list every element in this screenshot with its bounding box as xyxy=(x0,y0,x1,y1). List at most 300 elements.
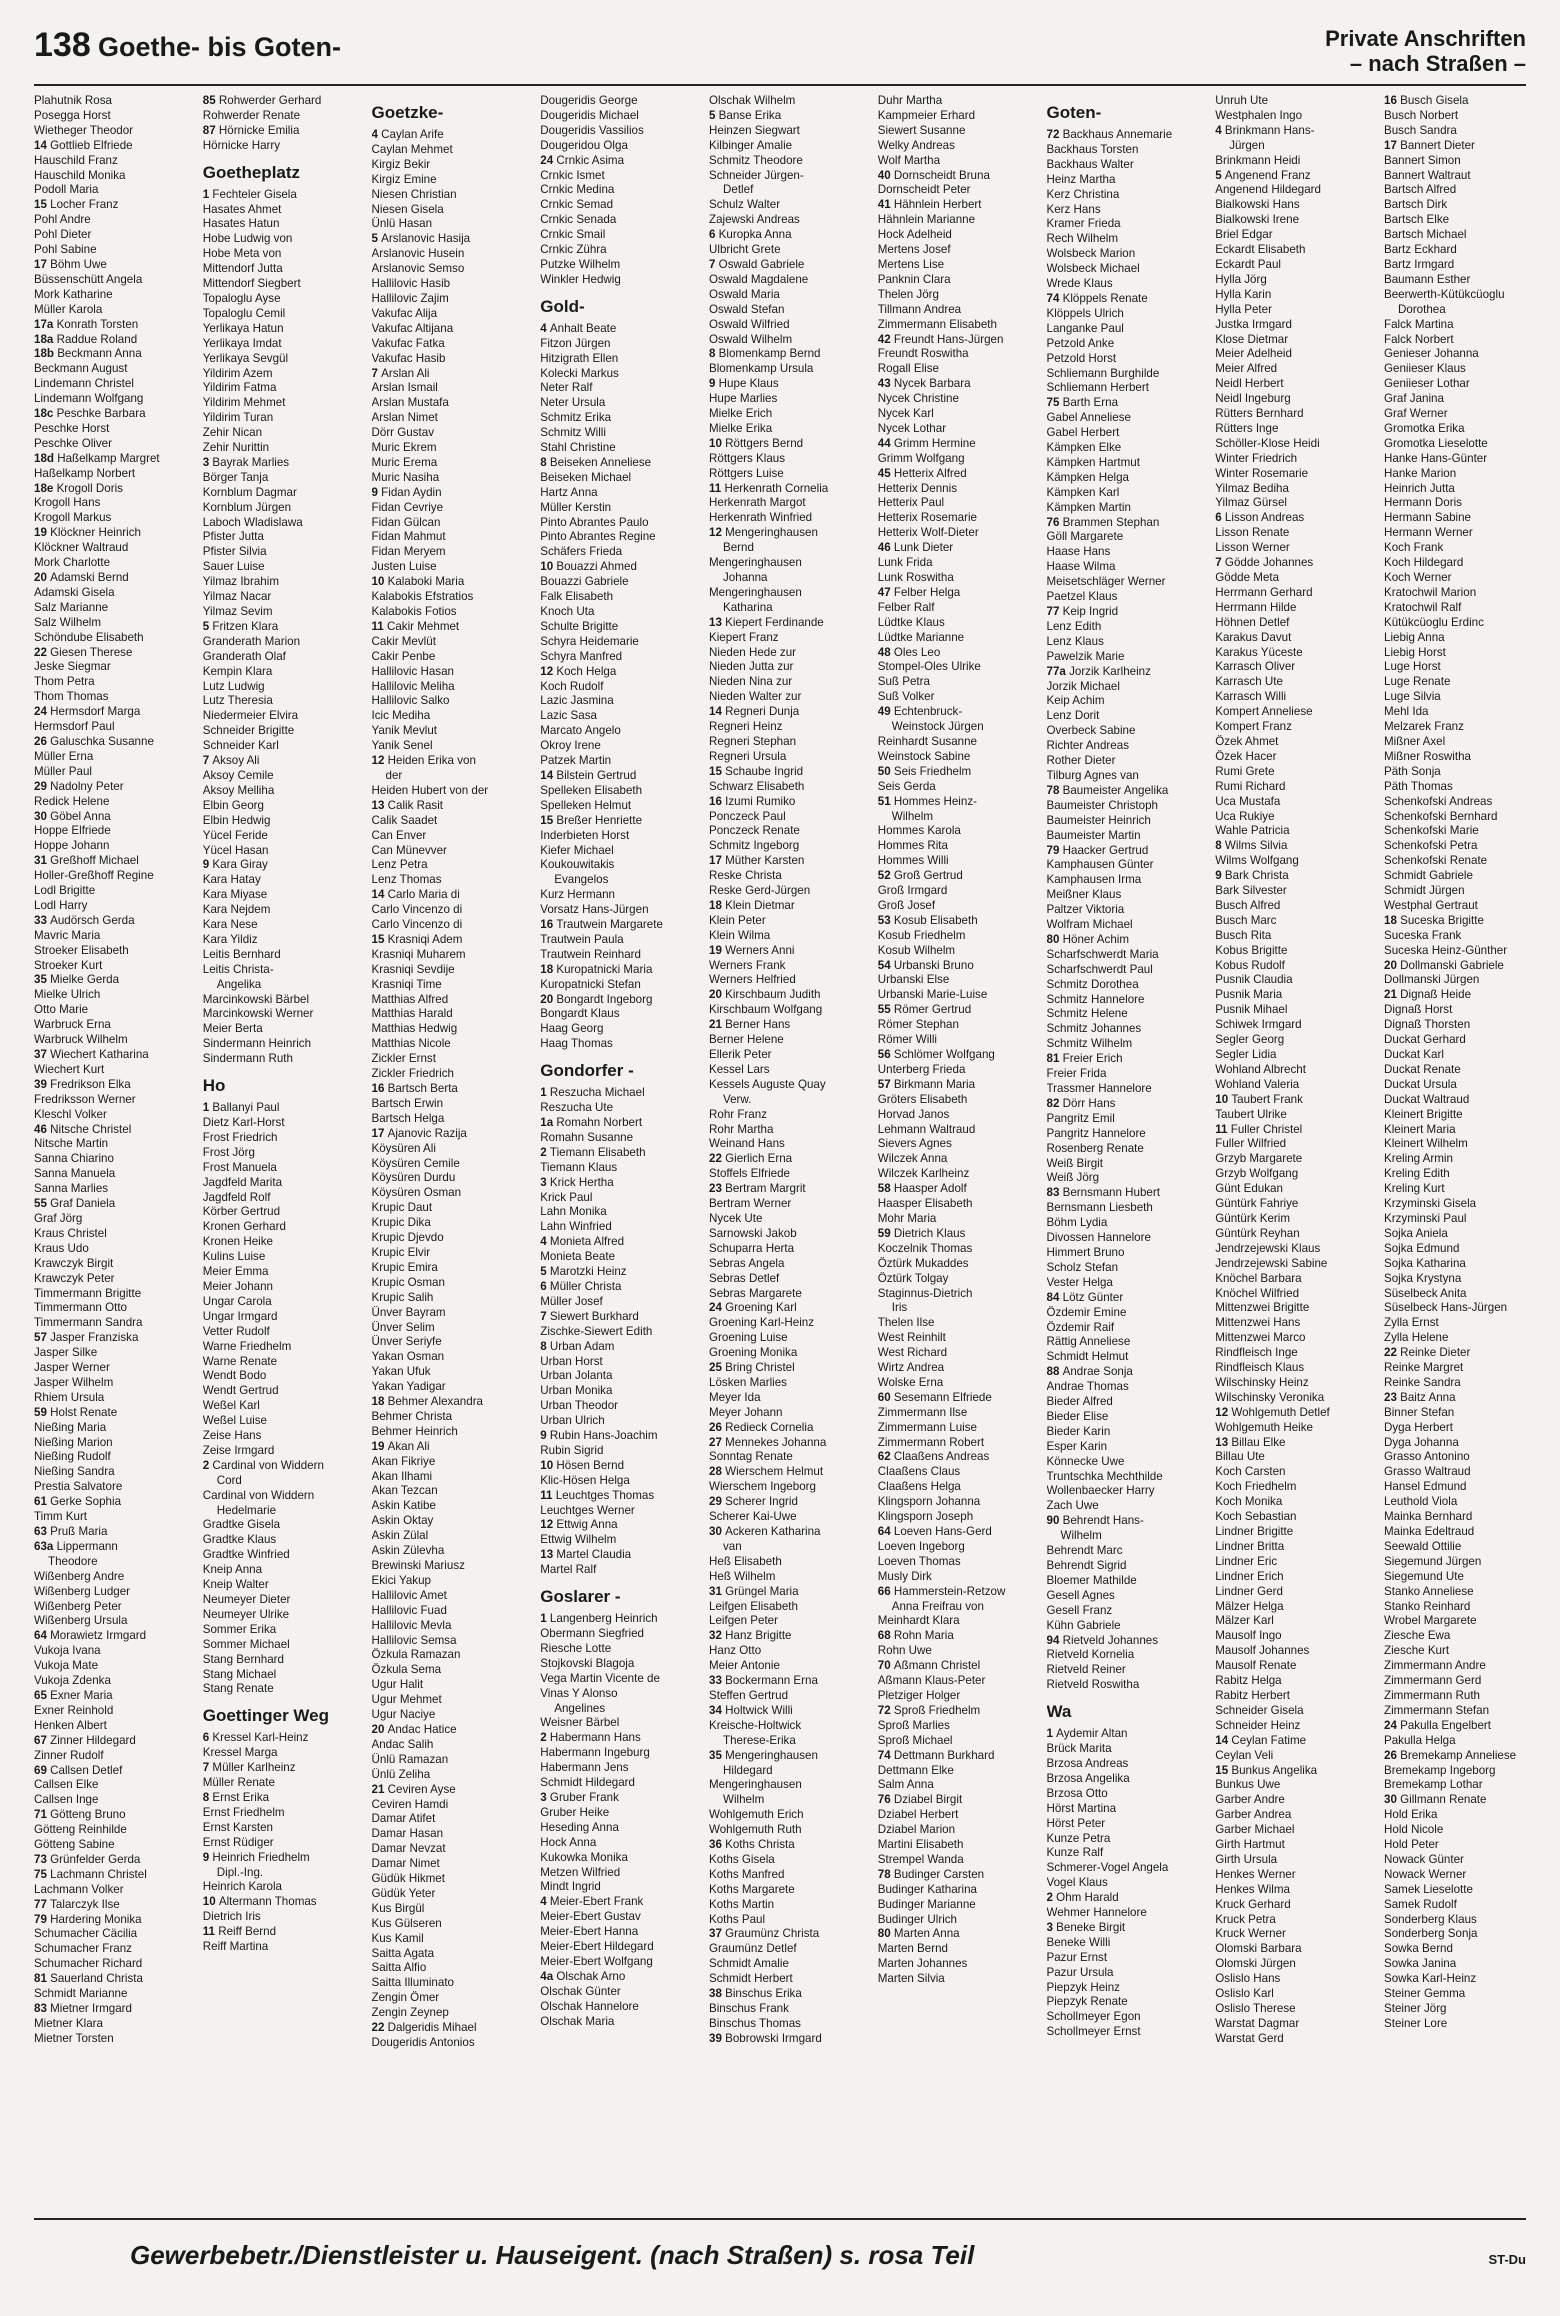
resident-entry: 9 Fidan Aydin xyxy=(371,485,442,499)
resident-entry: Yerlikaya Hatun xyxy=(202,321,284,335)
resident-entry: Frost Friedrich xyxy=(202,1130,278,1144)
resident-entry: Lindner Eric xyxy=(1215,1554,1278,1568)
street-heading: Gold- xyxy=(540,296,585,316)
resident-entry: Mindt Ingrid xyxy=(540,1880,601,1894)
resident-entry: 83 Mietner Irmgard xyxy=(34,2002,132,2015)
resident-entry: Jagdfeld Marita xyxy=(202,1175,283,1189)
resident-entry: Zimmermann Ruth xyxy=(1384,1688,1480,1702)
resident-entry: Lüdtke Marianne xyxy=(877,630,965,644)
resident-entry: Krogoll Markus xyxy=(34,511,112,525)
resident-entry: Samek Lieselotte xyxy=(1384,1882,1473,1896)
resident-entry: Schneider Karl xyxy=(202,739,279,753)
resident-entry: Dignaß Thorsten xyxy=(1384,1018,1471,1032)
resident-entry: Koukouwitakis xyxy=(540,858,615,872)
resident-entry: Kunze Petra xyxy=(1046,1831,1111,1845)
resident-entry: 38 Binschus Erika xyxy=(709,1987,802,2001)
resident-entry: Yilmaz Sevim xyxy=(202,605,273,618)
resident-entry: Dignaß Horst xyxy=(1384,1003,1453,1017)
resident-entry: 7 Müller Karlheinz xyxy=(202,1761,296,1775)
resident-entry: Pinto Abrantes Regine xyxy=(540,530,656,544)
resident-entry: Meier-Ebert Hanna xyxy=(540,1925,639,1939)
resident-entry: Groß Irmgard xyxy=(877,884,948,898)
resident-entry: Zinner Rudolf xyxy=(34,1748,104,1762)
directory-column xyxy=(709,94,851,2206)
resident-entry: Hasates Ahmet xyxy=(202,202,282,216)
resident-entry: Wolf Martha xyxy=(877,153,941,167)
resident-entry: Klose Dietmar xyxy=(1215,332,1289,346)
resident-entry: Oslislo Hans xyxy=(1215,1972,1281,1986)
resident-entry: 9 Bark Christa xyxy=(1215,869,1289,883)
resident-entry: Krupic Daut xyxy=(371,1201,433,1215)
resident-entry: Özek Hacer xyxy=(1215,749,1277,763)
resident-entry: Sebras Margarete xyxy=(709,1286,802,1300)
resident-entry: Müller Renate xyxy=(202,1776,275,1790)
resident-entry: Mietner Klara xyxy=(34,2016,103,2030)
resident-entry: Heinrich Karola xyxy=(202,1880,283,1894)
resident-entry: Olschak Günter xyxy=(540,1984,621,1998)
resident-entry: Klingsporn Johanna xyxy=(877,1495,981,1509)
resident-entry: Kleinert Wilhelm xyxy=(1384,1137,1468,1151)
resident-entry: 1 Fechteler Gisela xyxy=(202,187,297,201)
resident-entry: Hobe Meta von xyxy=(202,247,282,261)
resident-entry: Süselbeck Anita xyxy=(1384,1286,1467,1300)
resident-entry: 18 Klein Dietmar xyxy=(709,898,795,912)
resident-entry: Zach Uwe xyxy=(1046,1499,1099,1513)
resident-entry: Sanna Chiarino xyxy=(34,1152,114,1166)
resident-entry: 10 Kalaboki Maria xyxy=(371,575,465,589)
resident-entry: 5 Marotzki Heinz xyxy=(540,1265,627,1279)
resident-entry: Warbruck Erna xyxy=(34,1018,111,1032)
resident-entry: Nowack Günter xyxy=(1384,1852,1464,1866)
resident-entry: Karrasch Willi xyxy=(1215,690,1287,704)
resident-entry: 52 Groß Gertrud xyxy=(877,869,963,883)
resident-entry: Seewald Ottilie xyxy=(1384,1539,1462,1553)
resident-entry: Olschak Maria xyxy=(540,2014,615,2028)
resident-entry: Salz Marianne xyxy=(34,600,109,614)
resident-entry: Bouazzi Gabriele xyxy=(540,575,629,589)
resident-entry: Inderbieten Horst xyxy=(540,828,630,842)
resident-entry: Hommes Karola xyxy=(877,824,961,838)
resident-entry: 23 Bertram Margrit xyxy=(709,1182,806,1196)
resident-entry: Fidan Mahmut xyxy=(371,530,446,544)
resident-entry: Rohn Uwe xyxy=(877,1644,932,1658)
resident-entry: Ünver Bayram xyxy=(371,1305,446,1319)
resident-entry: Zajewski Andreas xyxy=(709,213,800,227)
resident-entry: Freundt Roswitha xyxy=(877,347,969,361)
resident-entry: Fitzon Jürgen xyxy=(540,336,611,350)
resident-entry: Weiß Birgit xyxy=(1046,1156,1103,1170)
resident-entry: Truntschka Mechthilde xyxy=(1046,1469,1163,1483)
resident-entry: Crnkic Senada xyxy=(540,213,617,227)
resident-entry: 8 Urban Adam xyxy=(540,1339,615,1353)
resident-entry: Mielke Ulrich xyxy=(34,988,101,1002)
resident-entry: Liebig Anna xyxy=(1384,630,1445,644)
resident-entry: 21 Berner Hans xyxy=(709,1018,791,1032)
resident-entry: Karakus Davut xyxy=(1215,630,1292,644)
resident-entry: Sebras Detlef xyxy=(709,1271,780,1285)
resident-entry: Götteng Reinhilde xyxy=(34,1823,127,1837)
resident-entry: Nitsche Martin xyxy=(34,1137,109,1151)
resident-entry: 39 Fredrikson Elka xyxy=(34,1077,131,1091)
resident-entry: Herrmann Hilde xyxy=(1215,600,1297,614)
resident-entry: 74 Klöppels Renate xyxy=(1046,291,1148,305)
resident-entry: Riesche Lotte xyxy=(540,1641,612,1655)
resident-entry: Ernst Friedhelm xyxy=(202,1805,285,1819)
resident-entry: Unruh Ute xyxy=(1215,94,1269,107)
resident-entry: Zylla Ernst xyxy=(1384,1316,1439,1330)
resident-entry: Sowka Karl-Heinz xyxy=(1384,1972,1477,1986)
resident-entry: Sebras Angela xyxy=(709,1256,785,1270)
resident-entry: Calik Saadet xyxy=(371,813,438,827)
resident-entry: 17 Ajanovic Razija xyxy=(371,1126,467,1140)
resident-entry: Ünlü Zeliha xyxy=(371,1767,431,1781)
resident-entry: 63 Pruß Maria xyxy=(34,1525,108,1538)
resident-entry: 4 Brinkmann Hans- xyxy=(1215,123,1315,137)
resident-entry: Pawelzik Marie xyxy=(1046,649,1125,663)
resident-entry: Schenkofski Bernhard xyxy=(1384,809,1498,823)
resident-entry: Scharfschwerdt Maria xyxy=(1046,947,1159,961)
resident-entry: Haase Wilma xyxy=(1046,560,1116,574)
resident-entry: Schliemann Herbert xyxy=(1046,381,1149,395)
resident-entry: Lenz Klaus xyxy=(1046,634,1104,648)
resident-entry: Dougeridou Olga xyxy=(540,138,628,152)
resident-entry: 62 Claaßens Andreas xyxy=(877,1450,990,1464)
resident-entry: Brewinski Mariusz xyxy=(371,1559,465,1572)
resident-entry: Hallilovic Mevla xyxy=(371,1618,452,1632)
resident-entry: Gradtke Gisela xyxy=(202,1518,281,1532)
resident-entry: Trautwein Paula xyxy=(540,932,624,946)
resident-entry: Bartz Irmgard xyxy=(1384,257,1455,271)
resident-entry: Redick Helene xyxy=(34,794,110,808)
resident-entry: 10 Hösen Bernd xyxy=(540,1458,625,1472)
resident-entry: Piepzyk Renate xyxy=(1046,1995,1128,2009)
resident-entry: Börger Tanja xyxy=(202,470,269,484)
resident-entry: Kirschbaum Wolfgang xyxy=(709,1003,823,1017)
resident-entry: Lutz Theresia xyxy=(202,694,273,708)
resident-entry: Krupic Elvir xyxy=(371,1245,431,1259)
resident-entry: Hetterix Paul xyxy=(877,496,945,510)
resident-entry: Backhaus Walter xyxy=(1046,157,1134,171)
resident-entry: Tilburg Agnes van xyxy=(1046,768,1139,782)
resident-entry: Thom Petra xyxy=(34,675,95,689)
resident-entry: Winter Rosemarie xyxy=(1215,466,1309,480)
resident-entry: 18 Behmer Alexandra xyxy=(371,1395,484,1409)
resident-entry: Kirgiz Emine xyxy=(371,172,437,186)
resident-entry: Esper Karin xyxy=(1046,1439,1108,1453)
resident-entry: Duckat Waltraud xyxy=(1384,1092,1470,1106)
resident-entry: Kramer Frieda xyxy=(1046,217,1121,231)
resident-entry: Akan Fikriye xyxy=(371,1454,436,1468)
resident-entry: Hanz Otto xyxy=(709,1644,762,1658)
resident-entry: Piepzyk Heinz xyxy=(1046,1980,1120,1994)
resident-entry: Wohland Albrecht xyxy=(1215,1062,1306,1076)
resident-entry: 18e Krogoll Doris xyxy=(34,481,123,495)
resident-entry: Kruck Gerhard xyxy=(1215,1897,1291,1911)
resident-entry: Müller Karola xyxy=(34,302,103,316)
resident-entry: Pinto Abrantes Paulo xyxy=(540,515,649,529)
resident-entry: Zimmermann Luise xyxy=(877,1420,977,1434)
resident-entry: Jasper Wilhelm xyxy=(34,1375,114,1389)
resident-entry: Binschus Frank xyxy=(709,2002,789,2015)
resident-entry: 63a Lippermann xyxy=(34,1539,118,1553)
resident-entry: Knoch Uta xyxy=(540,605,595,618)
resident-entry: Kneip Walter xyxy=(202,1578,269,1592)
resident-entry: Budinger Ulrich xyxy=(877,1912,958,1926)
resident-entry: 22 Giesen Therese xyxy=(34,645,133,659)
resident-entry: Rubin Sigrid xyxy=(540,1443,604,1457)
entry-continuation: Bernd xyxy=(723,541,754,555)
resident-entry: 41 Hähnlein Herbert xyxy=(877,198,982,212)
directory-column xyxy=(878,94,1020,2206)
resident-entry: Binschus Thomas xyxy=(709,2016,801,2030)
resident-entry: 43 Nycek Barbara xyxy=(877,377,971,391)
resident-entry: Kratochwil Ralf xyxy=(1384,600,1462,614)
resident-entry: Hauschild Franz xyxy=(34,153,118,167)
resident-entry: Schmidt Herbert xyxy=(709,1972,793,1986)
resident-entry: Koch Sebastian xyxy=(1215,1510,1297,1524)
resident-entry: Genieser Johanna xyxy=(1384,347,1479,361)
resident-entry: Felber Ralf xyxy=(877,600,935,614)
resident-entry: Heinzen Siegwart xyxy=(709,123,800,137)
resident-entry: 33 Audörsch Gerda xyxy=(34,913,135,927)
street-heading: Gondorfer - xyxy=(540,1061,634,1081)
resident-entry: Trassmer Hannelore xyxy=(1046,1082,1152,1095)
resident-entry: Hetterix Dennis xyxy=(877,481,958,495)
resident-entry: Busch Alfred xyxy=(1215,898,1281,912)
resident-entry: Mittendorf Siegbert xyxy=(202,277,301,291)
resident-entry: Weßel Luise xyxy=(202,1414,267,1428)
resident-entry: Koch Friedhelm xyxy=(1215,1480,1297,1494)
resident-entry: Loeven Ingeborg xyxy=(877,1539,965,1553)
resident-entry: 75 Lachmann Christel xyxy=(34,1867,147,1881)
resident-entry: 4 Meier-Ebert Frank xyxy=(540,1895,644,1909)
resident-entry: 25 Bring Christel xyxy=(709,1361,795,1375)
resident-entry: Baumann Esther xyxy=(1384,272,1471,286)
resident-entry: Kneip Anna xyxy=(202,1563,263,1577)
resident-entry: Müller Erna xyxy=(34,749,94,763)
resident-entry: 64 Morawietz Irmgard xyxy=(34,1629,147,1643)
resident-entry: Sindermann Ruth xyxy=(202,1052,293,1066)
resident-entry: Billau Ute xyxy=(1215,1450,1265,1464)
resident-entry: 10 Bouazzi Ahmed xyxy=(540,560,637,574)
resident-entry: Schmitz Wilhelm xyxy=(1046,1037,1133,1051)
resident-entry: Justka Irmgard xyxy=(1215,317,1292,331)
resident-entry: 2 Habermann Hans xyxy=(540,1731,641,1745)
resident-entry: Groening Karl-Heinz xyxy=(709,1316,815,1330)
resident-entry: Gradtke Klaus xyxy=(202,1533,277,1547)
resident-entry: 14 Ceylan Fatime xyxy=(1215,1733,1307,1747)
resident-entry: Behrendt Marc xyxy=(1046,1544,1123,1558)
resident-entry: Busch Rita xyxy=(1215,928,1272,942)
resident-entry: Bongardt Klaus xyxy=(540,1007,620,1021)
resident-entry: 10 Altermann Thomas xyxy=(202,1895,317,1909)
resident-entry: Grzyb Wolfgang xyxy=(1215,1167,1299,1181)
resident-entry: Vukoja Zdenka xyxy=(34,1674,111,1688)
resident-entry: Yakan Yadigar xyxy=(371,1380,446,1394)
resident-entry: Nieden Hede zur xyxy=(709,645,797,659)
resident-entry: Krawczyk Birgit xyxy=(34,1256,114,1270)
resident-entry: Zickler Ernst xyxy=(371,1052,436,1066)
resident-entry: Rother Dieter xyxy=(1046,754,1116,768)
resident-entry: 7 Gödde Johannes xyxy=(1215,556,1314,570)
resident-entry: Mittenzwei Brigitte xyxy=(1215,1301,1310,1315)
resident-entry: Schmidt Amalie xyxy=(709,1957,789,1971)
resident-entry: 82 Dörr Hans xyxy=(1046,1096,1116,1110)
resident-entry: 11 Herkenrath Cornelia xyxy=(709,481,829,495)
resident-entry: Rietveld Reiner xyxy=(1046,1663,1126,1677)
resident-entry: Arslan Mustafa xyxy=(371,396,449,410)
resident-entry: Ziesche Ewa xyxy=(1384,1629,1451,1643)
resident-entry: Krasniqi Muharem xyxy=(371,947,466,961)
resident-entry: 55 Römer Gertrud xyxy=(877,1003,972,1017)
resident-entry: Mausolf Renate xyxy=(1215,1659,1297,1673)
resident-entry: Müller Paul xyxy=(34,764,92,778)
resident-entry: Kraus Christel xyxy=(34,1226,107,1240)
resident-entry: Leitis Bernhard xyxy=(202,947,281,961)
resident-entry: Kus Kamil xyxy=(371,1931,424,1945)
resident-entry: West Reinhilt xyxy=(877,1331,946,1345)
resident-entry: Thelen Ilse xyxy=(877,1316,935,1330)
resident-entry: Hupe Marlies xyxy=(709,392,778,406)
resident-entry: Kamphausen Irma xyxy=(1046,873,1142,887)
resident-entry: Lenz Petra xyxy=(371,858,428,872)
resident-entry: 12 Mengeringhausen xyxy=(709,526,818,540)
resident-entry: Loeven Thomas xyxy=(877,1554,961,1568)
resident-entry: Oswald Magdalene xyxy=(709,272,809,286)
resident-entry: Ziesche Kurt xyxy=(1384,1644,1450,1658)
resident-entry: Kämpken Elke xyxy=(1046,441,1122,455)
resident-entry: 74 Dettmann Burkhard xyxy=(877,1748,995,1762)
resident-entry: Krupic Salih xyxy=(371,1290,434,1304)
resident-entry: Kleschl Volker xyxy=(34,1107,107,1121)
resident-entry: Baumeister Martin xyxy=(1046,828,1141,842)
resident-entry: Vetter Rudolf xyxy=(202,1324,270,1338)
resident-entry: Wierschem Ingeborg xyxy=(709,1480,816,1494)
resident-entry: Schmerer-Vogel Angela xyxy=(1046,1861,1169,1875)
resident-entry: 65 Exner Maria xyxy=(34,1688,113,1702)
resident-entry: 39 Bobrowski Irmgard xyxy=(709,2031,822,2045)
resident-entry: Busch Norbert xyxy=(1384,108,1459,122)
resident-entry: Schmitz Willi xyxy=(540,426,606,440)
resident-entry: Elbin Georg xyxy=(202,798,264,812)
resident-entry: Yildirim Turan xyxy=(202,411,274,425)
resident-entry: Henkes Werner xyxy=(1215,1867,1296,1881)
resident-entry: Graf Jörg xyxy=(34,1211,83,1225)
resident-entry: Hauschild Monika xyxy=(34,168,126,182)
resident-entry: Sproß Marlies xyxy=(877,1718,950,1732)
resident-entry: 7 Oswald Gabriele xyxy=(709,257,805,271)
resident-entry: Mausolf Johannes xyxy=(1215,1644,1310,1658)
resident-entry: 11 Reiff Bernd xyxy=(202,1925,277,1939)
resident-entry: Schmitz Helene xyxy=(1046,1007,1128,1021)
resident-entry: Schenkofski Andreas xyxy=(1384,794,1493,808)
resident-entry: Päth Sonja xyxy=(1384,764,1441,778)
resident-entry: Wahle Patricia xyxy=(1215,824,1290,838)
resident-entry: Dornscheidt Peter xyxy=(877,183,971,197)
resident-entry: Göll Margarete xyxy=(1046,530,1124,544)
resident-entry: Vakufac Alija xyxy=(371,306,438,320)
resident-entry: Sonderberg Klaus xyxy=(1384,1912,1477,1926)
resident-entry: Yerlikaya Sevgül xyxy=(202,351,289,365)
resident-entry: Girth Ursula xyxy=(1215,1852,1278,1866)
resident-entry: Suß Petra xyxy=(877,675,930,689)
resident-entry: Mehl Ida xyxy=(1384,705,1429,719)
resident-entry: Meier-Ebert Hildegard xyxy=(540,1940,654,1954)
resident-entry: Can Münevver xyxy=(371,843,447,857)
entry-continuation: Wilhelm xyxy=(1060,1529,1102,1543)
resident-entry: 18a Raddue Roland xyxy=(34,332,138,346)
resident-entry: Nießing Marion xyxy=(34,1435,113,1449)
resident-entry: 32 Hanz Brigitte xyxy=(709,1629,792,1643)
footer-note: Gewerbebetr./Dienstleister u. Hauseigent. (nach Straßen) s. rosa Teil xyxy=(130,2240,975,2270)
resident-entry: 20 Dollmanski Gabriele xyxy=(1384,958,1504,972)
resident-entry: 73 Grünfelder Gerda xyxy=(34,1852,141,1866)
resident-entry: Stang Bernhard xyxy=(202,1652,284,1666)
resident-entry: Siewert Susanne xyxy=(877,123,966,137)
resident-entry: Hetterix Wolf-Dieter xyxy=(877,526,979,540)
resident-entry: Muric Ekrem xyxy=(371,441,437,455)
resident-entry: 19 Akan Ali xyxy=(371,1439,430,1453)
resident-entry: 12 Wohlgemuth Detlef xyxy=(1215,1405,1330,1419)
resident-entry: Müller Josef xyxy=(540,1294,603,1308)
resident-entry: 35 Mengeringhausen xyxy=(709,1748,818,1762)
resident-entry: Sojka Katharina xyxy=(1384,1256,1466,1270)
resident-entry: Reinke Sandra xyxy=(1384,1375,1461,1389)
resident-entry: Ulbricht Grete xyxy=(709,243,781,257)
resident-entry: Hermann Sabine xyxy=(1384,511,1472,525)
resident-entry: Wilms Wolfgang xyxy=(1215,854,1299,868)
resident-entry: Ekici Yakup xyxy=(371,1573,432,1587)
resident-entry: Heiden Hubert von der xyxy=(371,783,489,797)
resident-entry: Oswald Wilhelm xyxy=(709,332,793,346)
resident-entry: Habermann Jens xyxy=(540,1761,629,1775)
resident-entry: Yilmaz Nacar xyxy=(202,590,272,604)
resident-entry: Bertram Werner xyxy=(709,1197,792,1211)
resident-entry: Regneri Ursula xyxy=(709,749,787,763)
resident-entry: Koths Manfred xyxy=(709,1867,785,1881)
resident-entry: Beiseken Michael xyxy=(540,470,632,484)
resident-entry: Hitzigrath Ellen xyxy=(540,351,619,365)
entry-continuation: Angelika xyxy=(216,977,262,991)
resident-entry: Stang Michael xyxy=(202,1667,277,1681)
resident-entry: Saitta Illuminato xyxy=(371,1976,454,1990)
resident-entry: Lazic Jasmina xyxy=(540,694,614,708)
resident-entry: Falck Martina xyxy=(1384,317,1454,331)
resident-entry: Hobe Ludwig von xyxy=(202,232,293,246)
resident-entry: Sowka Bernd xyxy=(1384,1942,1453,1956)
resident-entry: Schmidt Gabriele xyxy=(1384,869,1473,883)
resident-entry: Uca Rukiye xyxy=(1215,809,1275,823)
resident-entry: Mertens Lise xyxy=(877,257,945,271)
resident-entry: Klöckner Waltraud xyxy=(34,541,129,555)
resident-entry: 31 Grüngel Maria xyxy=(709,1584,799,1598)
resident-entry: Askin Katibe xyxy=(371,1499,436,1513)
resident-entry: 18b Beckmann Anna xyxy=(34,347,142,361)
resident-entry: 11 Leuchtges Thomas xyxy=(540,1488,655,1502)
resident-entry: 50 Seis Friedhelm xyxy=(877,764,972,778)
resident-entry: Behrendt Sigrid xyxy=(1046,1559,1127,1572)
resident-entry: Bartsch Erwin xyxy=(371,1096,444,1110)
resident-entry: Schmidt Hildegard xyxy=(540,1776,635,1790)
resident-entry: Höhnen Detlef xyxy=(1215,615,1290,629)
resident-entry: 22 Dalgeridis Mihael xyxy=(371,2021,477,2035)
entry-continuation: Wilhelm xyxy=(891,809,933,823)
resident-entry: Dyga Johanna xyxy=(1384,1435,1459,1449)
resident-entry: 81 Sauerland Christa xyxy=(34,1972,143,1986)
resident-entry: Schliemann Burghilde xyxy=(1046,366,1160,380)
resident-entry: Haag Thomas xyxy=(540,1037,613,1051)
resident-entry: Podoll Maria xyxy=(34,183,99,197)
